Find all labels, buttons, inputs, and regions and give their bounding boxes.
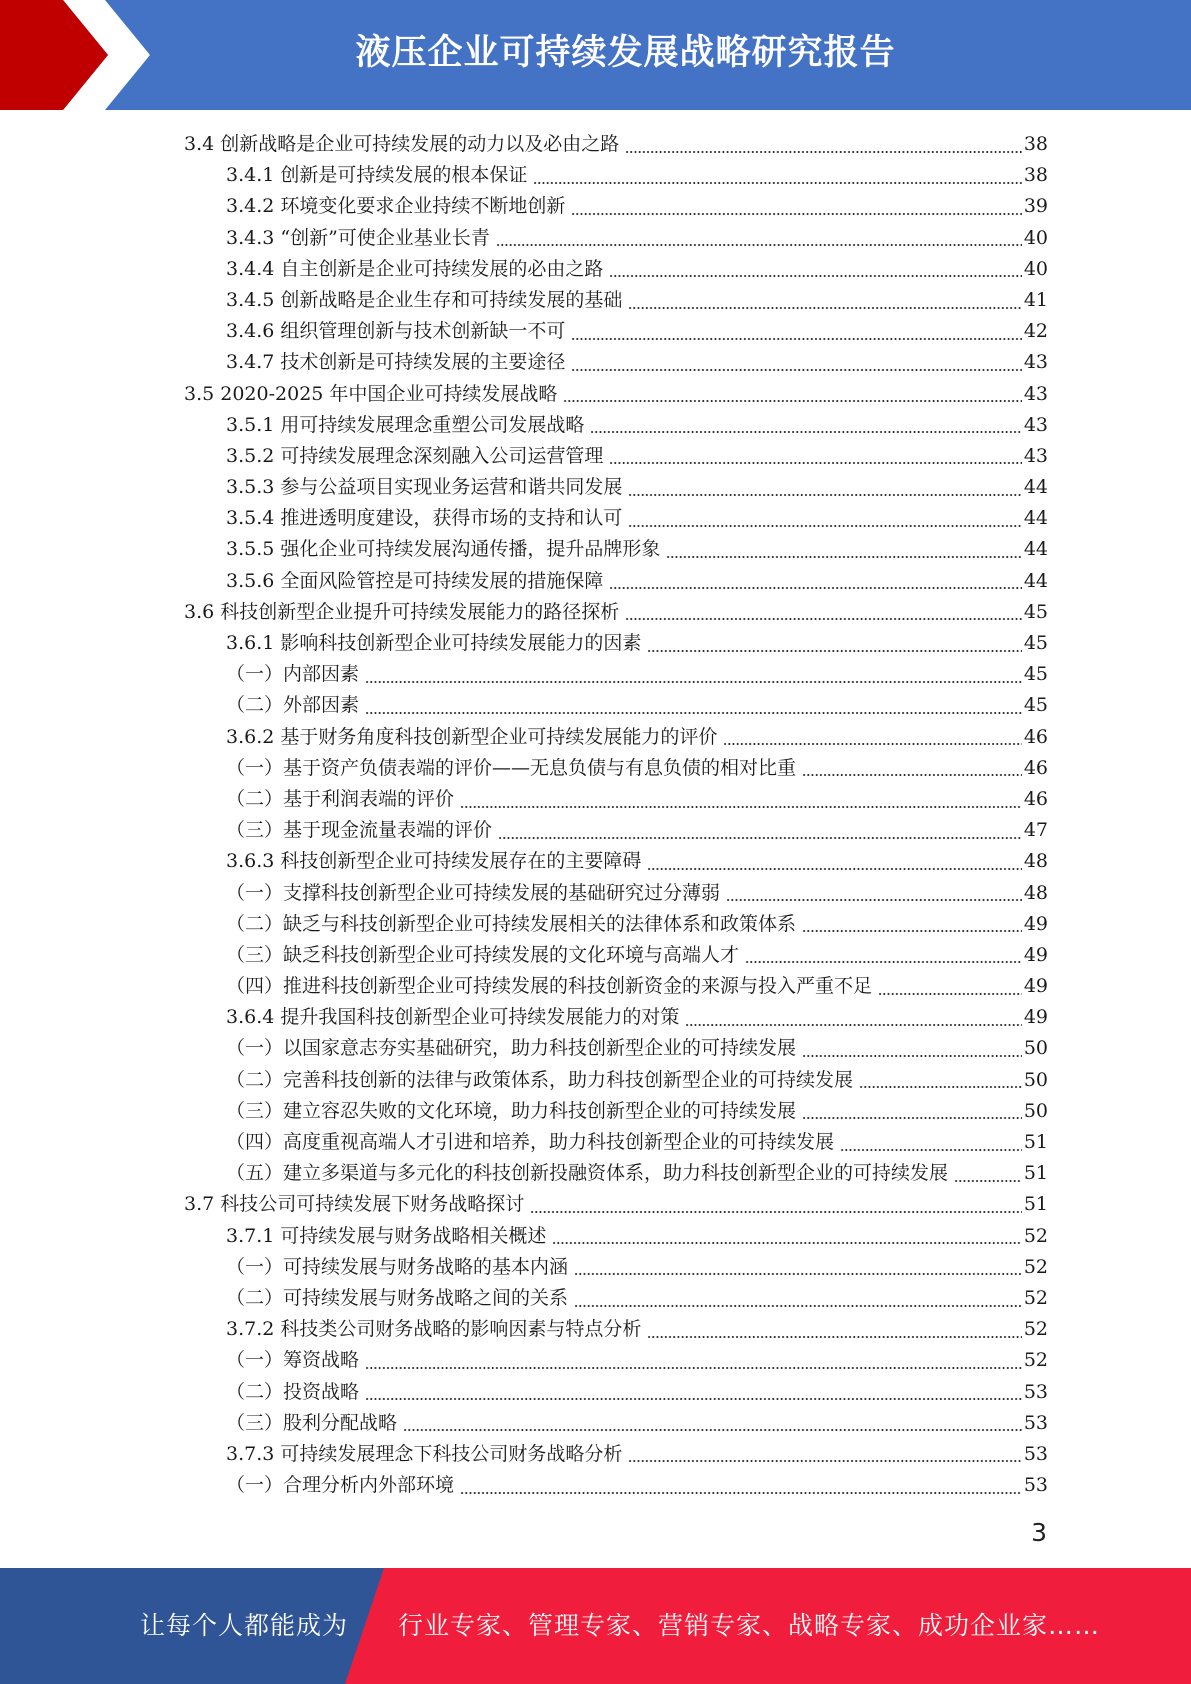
document-title: 液压企业可持续发展战略研究报告: [355, 33, 896, 73]
toc-entry-page: 52: [1023, 1318, 1048, 1341]
toc-entry-page: 50: [1023, 1099, 1048, 1122]
toc-entry-page: 40: [1023, 257, 1048, 280]
toc-dot-leader: [533, 182, 1021, 184]
toc-dot-leader: [745, 961, 1022, 963]
toc-entry-page: 43: [1023, 351, 1048, 374]
toc-entry-title: 3.4.3 “创新”可使企业基业长青: [226, 226, 490, 249]
toc-entry-title: （二）外部因素: [226, 694, 360, 717]
toc-entry-title: 3.5.1 用可持续发展理念重塑公司发展战略: [226, 413, 585, 436]
toc-entry[interactable]: [184, 1439, 1048, 1470]
toc-entry[interactable]: [184, 597, 1048, 628]
toc-entry-page: 51: [1023, 1193, 1048, 1216]
toc-dot-leader: [460, 1492, 1022, 1494]
toc-dot-leader: [625, 618, 1022, 620]
toc-entry-title: 3.4.1 创新是可持续发展的根本保证: [226, 164, 528, 187]
toc-dot-leader: [726, 899, 1022, 901]
toc-entry-page: 42: [1023, 320, 1048, 343]
toc-dot-leader: [802, 930, 1022, 932]
toc-entry-title: 3.6.2 基于财务角度科技创新型企业可持续发展能力的评价: [226, 725, 718, 748]
toc-entry-title: （一）内部因素: [226, 663, 360, 686]
toc-entry-page: 46: [1023, 756, 1048, 779]
toc-entry-title: （五）建立多渠道与多元化的科技创新投融资体系，助力科技创新型企业的可持续发展: [226, 1162, 949, 1185]
toc-entry-title: 3.6.1 影响科技创新型企业可持续发展能力的因素: [226, 632, 642, 654]
toc-entry[interactable]: [184, 566, 1048, 597]
toc-entry-page: 45: [1023, 694, 1048, 717]
toc-entry-title: （一）基于资产负债表端的评价——无息负债与有息负债的相对比重: [226, 756, 797, 779]
toc-entry-title: （一）支撑科技创新型企业可持续发展的基础研究过分薄弱: [226, 881, 721, 904]
toc-dot-leader: [647, 868, 1021, 870]
toc-entry-page: 44: [1023, 476, 1048, 499]
toc-dot-leader: [590, 431, 1021, 433]
toc-entry[interactable]: [184, 379, 1048, 410]
toc-dot-leader: [609, 462, 1021, 464]
toc-entry-title: （一）合理分析内外部环境: [226, 1474, 455, 1497]
toc-dot-leader: [571, 213, 1021, 215]
toc-entry-title: （二）基于利润表端的评价: [226, 787, 455, 810]
toc-entry[interactable]: [184, 909, 1048, 940]
toc-entry[interactable]: [184, 690, 1048, 721]
toc-entry-page: 43: [1023, 413, 1048, 436]
toc-entry-title: 3.5.5 强化企业可持续发展沟通传播，提升品牌形象: [226, 538, 661, 561]
toc-entry[interactable]: [184, 316, 1048, 347]
toc-entry[interactable]: [184, 1408, 1048, 1439]
toc-entry[interactable]: [184, 1096, 1048, 1127]
toc-entry[interactable]: [184, 1127, 1048, 1158]
toc-dot-leader: [666, 556, 1021, 558]
page-header: [0, 0, 1191, 110]
toc-entry[interactable]: [184, 722, 1048, 753]
toc-entry-page: 49: [1023, 943, 1048, 966]
toc-dot-leader: [574, 1273, 1022, 1275]
toc-entry[interactable]: [184, 1470, 1048, 1501]
toc-entry-page: 43: [1023, 382, 1048, 405]
toc-entry[interactable]: [184, 223, 1048, 254]
toc-entry[interactable]: [184, 1283, 1048, 1314]
toc-entry[interactable]: [184, 784, 1048, 815]
toc-entry[interactable]: [184, 1345, 1048, 1376]
toc-entry-page: 46: [1023, 725, 1048, 748]
toc-entry-title: 3.4.7 技术创新是可持续发展的主要途径: [226, 351, 566, 374]
toc-dot-leader: [685, 1024, 1021, 1026]
toc-entry[interactable]: [184, 191, 1048, 222]
toc-entry-title: （二）可持续发展与财务战略之间的关系: [226, 1286, 569, 1309]
toc-entry-page: 44: [1023, 538, 1048, 561]
toc-entry[interactable]: [184, 129, 1048, 160]
toc-entry-title: （一）以国家意志夯实基础研究，助力科技创新型企业的可持续发展: [226, 1037, 797, 1060]
toc-entry-page: 53: [1023, 1380, 1048, 1403]
toc-entry-page: 46: [1023, 787, 1048, 810]
toc-dot-leader: [365, 1367, 1022, 1369]
toc-entry[interactable]: [184, 160, 1048, 191]
toc-entry[interactable]: [184, 534, 1048, 565]
toc-entry-title: 3.6.4 提升我国科技创新型企业可持续发展能力的对策: [226, 1006, 680, 1029]
toc-entry[interactable]: [184, 1252, 1048, 1283]
toc-entry-page: 45: [1023, 632, 1048, 654]
toc-entry[interactable]: [184, 410, 1048, 441]
toc-entry[interactable]: [184, 846, 1048, 877]
toc-entry-page: 51: [1023, 1131, 1048, 1153]
toc-dot-leader: [723, 743, 1021, 745]
toc-dot-leader: [802, 774, 1022, 776]
toc-entry[interactable]: [184, 628, 1048, 659]
toc-dot-leader: [571, 338, 1021, 340]
toc-entry-page: 38: [1023, 164, 1048, 187]
toc-dot-leader: [628, 307, 1021, 309]
toc-entry-page: 52: [1023, 1286, 1048, 1309]
toc-dot-leader: [496, 244, 1022, 246]
toc-entry-title: 3.7.1 可持续发展与财务战略相关概述: [226, 1224, 547, 1247]
toc-dot-leader: [498, 837, 1022, 839]
toc-entry-page: 41: [1023, 288, 1048, 311]
toc-entry-page: 39: [1023, 195, 1048, 218]
toc-entry-page: 53: [1023, 1411, 1048, 1434]
toc-entry[interactable]: [184, 1189, 1048, 1220]
toc-entry-page: 48: [1023, 881, 1048, 904]
toc-dot-leader: [802, 1055, 1022, 1057]
toc-dot-leader: [574, 1305, 1022, 1307]
toc-entry-title: （三）建立容忍失败的文化环境，助力科技创新型企业的可持续发展: [226, 1099, 797, 1122]
toc-dot-leader: [552, 1242, 1021, 1244]
toc-entry-title: 3.5.6 全面风险管控是可持续发展的措施保障: [226, 569, 604, 592]
toc-dot-leader: [954, 1180, 1022, 1182]
toc-entry-page: 40: [1023, 226, 1048, 249]
toc-dot-leader: [563, 400, 1021, 402]
toc-entry[interactable]: [184, 1314, 1048, 1345]
toc-entry-page: 43: [1023, 444, 1048, 467]
table-of-contents: [184, 129, 1048, 1501]
toc-entry-title: 3.5.4 推进透明度建设，获得市场的支持和认可: [226, 507, 623, 530]
toc-dot-leader: [878, 993, 1022, 995]
toc-entry-title: （二）投资战略: [226, 1380, 360, 1403]
toc-dot-leader: [859, 1086, 1022, 1088]
toc-dot-leader: [365, 681, 1022, 683]
toc-entry-title: 3.4.2 环境变化要求企业持续不断地创新: [226, 195, 566, 218]
toc-entry-page: 49: [1023, 912, 1048, 935]
toc-entry-page: 50: [1023, 1037, 1048, 1060]
toc-entry[interactable]: [184, 815, 1048, 846]
toc-entry-title: 3.5.2 可持续发展理念深刻融入公司运营管理: [226, 444, 604, 467]
toc-entry-title: 3.4.4 自主创新是企业可持续发展的必由之路: [226, 257, 604, 280]
toc-entry-title: 3.6.3 科技创新型企业可持续发展存在的主要障碍: [226, 850, 642, 873]
page-footer: [0, 1568, 1191, 1684]
toc-dot-leader: [647, 650, 1021, 652]
toc-dot-leader: [647, 1336, 1021, 1338]
toc-entry-page: 53: [1023, 1474, 1048, 1497]
toc-entry[interactable]: [184, 1002, 1048, 1033]
toc-entry-title: （二）完善科技创新的法律与政策体系，助力科技创新型企业的可持续发展: [226, 1068, 854, 1091]
toc-entry-title: 3.5 2020-2025 年中国企业可持续发展战略: [184, 382, 558, 405]
toc-entry-page: 50: [1023, 1068, 1048, 1091]
toc-entry-page: 44: [1023, 507, 1048, 530]
toc-entry-title: 3.4.5 创新战略是企业生存和可持续发展的基础: [226, 288, 623, 311]
toc-entry-title: （四）推进科技创新型企业可持续发展的科技创新资金的来源与投入严重不足: [226, 975, 873, 998]
toc-entry[interactable]: [184, 1033, 1048, 1064]
toc-entry-page: 45: [1023, 663, 1048, 686]
toc-dot-leader: [802, 1117, 1022, 1119]
toc-dot-leader: [609, 587, 1021, 589]
toc-entry-page: 52: [1023, 1349, 1048, 1372]
toc-entry[interactable]: [184, 1065, 1048, 1096]
toc-entry-page: 49: [1023, 975, 1048, 998]
toc-entry[interactable]: [184, 441, 1048, 472]
toc-entry-page: 52: [1023, 1224, 1048, 1247]
toc-entry-title: （二）缺乏与科技创新型企业可持续发展相关的法律体系和政策体系: [226, 912, 797, 935]
toc-dot-leader: [460, 806, 1022, 808]
toc-dot-leader: [609, 275, 1021, 277]
toc-dot-leader: [365, 1398, 1022, 1400]
toc-entry[interactable]: [184, 1377, 1048, 1408]
toc-entry[interactable]: [184, 940, 1048, 971]
toc-entry-title: （三）缺乏科技创新型企业可持续发展的文化环境与高端人才: [226, 943, 740, 966]
toc-entry[interactable]: [184, 753, 1048, 784]
toc-entry-page: 51: [1023, 1162, 1048, 1185]
toc-entry[interactable]: [184, 254, 1048, 285]
toc-entry-page: 52: [1023, 1255, 1048, 1278]
toc-entry-page: 47: [1023, 819, 1048, 842]
toc-entry-title: 3.7.2 科技类公司财务战略的影响因素与特点分析: [226, 1318, 642, 1341]
toc-dot-leader: [625, 151, 1022, 153]
toc-entry[interactable]: [184, 1221, 1048, 1252]
toc-dot-leader: [530, 1211, 1022, 1213]
toc-entry-title: （三）股利分配战略: [226, 1411, 398, 1434]
toc-entry-title: （三）基于现金流量表端的评价: [226, 819, 493, 842]
toc-entry-title: 3.4 创新战略是企业可持续发展的动力以及必由之路: [184, 133, 620, 155]
toc-entry[interactable]: [184, 472, 1048, 503]
toc-entry-title: 3.4.6 组织管理创新与技术创新缺一不可: [226, 320, 566, 343]
toc-entry-page: 53: [1023, 1442, 1048, 1465]
toc-dot-leader: [628, 525, 1021, 527]
toc-dot-leader: [840, 1149, 1022, 1151]
toc-entry[interactable]: [184, 1158, 1048, 1189]
toc-dot-leader: [571, 369, 1021, 371]
toc-dot-leader: [403, 1429, 1022, 1431]
toc-entry-page: 48: [1023, 850, 1048, 873]
toc-entry-page: 44: [1023, 569, 1048, 592]
toc-entry-page: 49: [1023, 1006, 1048, 1029]
toc-entry-title: （四）高度重视高端人才引进和培养，助力科技创新型企业的可持续发展: [226, 1131, 835, 1153]
toc-entry-title: 3.6 科技创新型企业提升可持续发展能力的路径探析: [184, 600, 620, 623]
toc-entry-title: 3.7.3 可持续发展理念下科技公司财务战略分析: [226, 1442, 623, 1465]
toc-entry-title: 3.7 科技公司可持续发展下财务战略探讨: [184, 1193, 525, 1216]
toc-entry[interactable]: [184, 659, 1048, 690]
page-number: 3: [1031, 1518, 1047, 1547]
toc-entry-page: 45: [1023, 600, 1048, 623]
toc-entry-page: 38: [1023, 133, 1048, 155]
toc-entry[interactable]: [184, 503, 1048, 534]
toc-entry-title: （一）筹资战略: [226, 1349, 360, 1372]
toc-entry[interactable]: [184, 347, 1048, 378]
toc-entry[interactable]: [184, 971, 1048, 1002]
toc-entry[interactable]: [184, 285, 1048, 316]
footer-slogan-right: 行业专家、管理专家、营销专家、战略专家、成功企业家……: [398, 1611, 1101, 1640]
toc-entry-title: 3.5.3 参与公益项目实现业务运营和谐共同发展: [226, 476, 623, 499]
toc-entry-title: （一）可持续发展与财务战略的基本内涵: [226, 1255, 569, 1278]
toc-dot-leader: [365, 712, 1022, 714]
toc-dot-leader: [628, 1460, 1021, 1462]
toc-entry[interactable]: [184, 878, 1048, 909]
footer-slogan-left: 让每个人都能成为: [140, 1611, 349, 1640]
toc-dot-leader: [628, 494, 1021, 496]
